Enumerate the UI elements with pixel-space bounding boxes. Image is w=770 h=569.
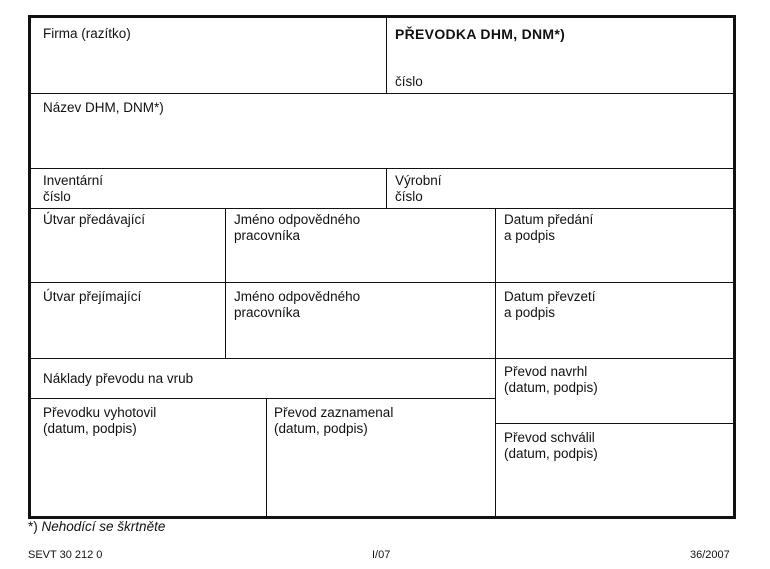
row-divider [31, 168, 733, 169]
footnote-text: Nehodící se škrtněte [41, 519, 166, 534]
takeover-date-label-line1: Datum převzetí [504, 289, 596, 304]
transfer-form [28, 15, 736, 519]
row-divider [31, 208, 733, 209]
inventory-number-label-line2: číslo [43, 189, 71, 204]
row-divider [31, 93, 733, 94]
footnote-mark: *) [28, 519, 38, 534]
prepared-by-label-line2: (datum, podpis) [43, 421, 137, 436]
responsible-worker-label-line1: Jméno odpovědného [234, 289, 361, 304]
column-divider [386, 18, 387, 93]
takeover-date-label-line2: a podpis [504, 305, 556, 320]
responsible-worker-label-line1: Jméno odpovědného [234, 212, 361, 227]
column-divider [266, 398, 267, 516]
row-divider [31, 358, 733, 359]
transfer-costs-label: Náklady převodu na vrub [43, 371, 194, 386]
proposed-by-label-line1: Převod navrhl [504, 364, 588, 379]
column-divider [386, 168, 387, 208]
form-title: PŘEVODKA DHM, DNM*) [395, 26, 566, 42]
row-divider [31, 282, 733, 283]
firm-stamp-label: Firma (razítko) [43, 26, 131, 41]
footer-form-code: SEVT 30 212 0 [28, 549, 103, 561]
column-divider [495, 208, 496, 516]
footer-number: 36/2007 [690, 549, 730, 561]
inventory-number-label-line1: Inventární [43, 173, 104, 188]
column-divider [225, 208, 226, 358]
approved-by-label-line1: Převod schválil [504, 430, 595, 445]
handover-date-label-line1: Datum předání [504, 212, 594, 227]
recorded-by-label-line2: (datum, podpis) [274, 421, 368, 436]
recorded-by-label-line1: Převod zaznamenal [274, 405, 394, 420]
document-number-label: číslo [395, 74, 423, 89]
proposed-by-label-line2: (datum, podpis) [504, 380, 598, 395]
prepared-by-label-line1: Převodku vyhotovil [43, 405, 157, 420]
handover-date-label-line2: a podpis [504, 228, 556, 243]
receiving-unit-label: Útvar přejímající [43, 289, 142, 304]
footnote [28, 519, 165, 535]
row-divider [495, 423, 733, 424]
responsible-worker-label-line2: pracovníka [234, 228, 301, 243]
asset-name-label: Název DHM, DNM*) [43, 100, 164, 115]
transferring-unit-label: Útvar předávající [43, 212, 146, 227]
row-divider [31, 398, 495, 399]
footer-edition: I/07 [372, 549, 391, 561]
serial-number-label-line1: Výrobní [395, 173, 442, 188]
responsible-worker-label-line2: pracovníka [234, 305, 301, 320]
serial-number-label-line2: číslo [395, 189, 423, 204]
approved-by-label-line2: (datum, podpis) [504, 446, 598, 461]
